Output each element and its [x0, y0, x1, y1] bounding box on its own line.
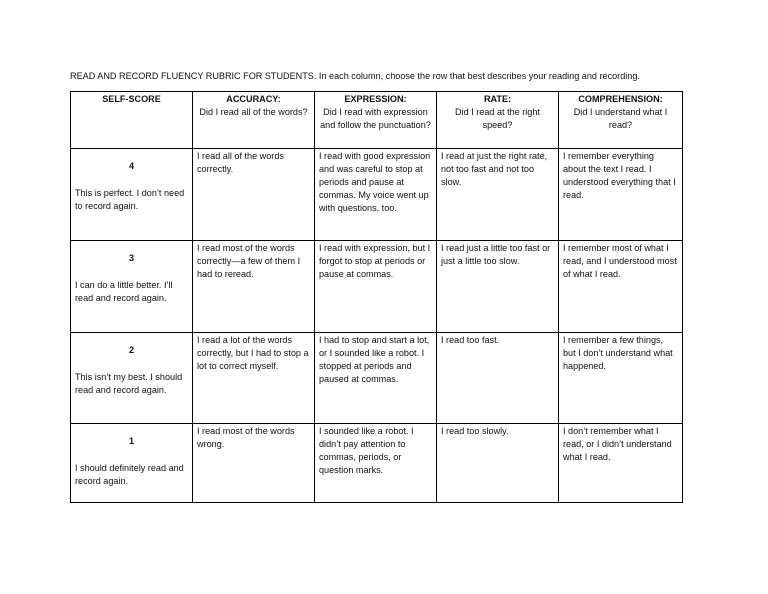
- expression-cell: I sounded like a robot. I didn’t pay attention to commas, periods, or question marks.: [315, 424, 437, 503]
- table-row: [71, 149, 683, 241]
- accuracy-cell: I read all of the words correctly.: [193, 149, 315, 241]
- accuracy-cell: I read a lot of the words correctly, but I had to stop a lot to correct myself.: [193, 333, 315, 424]
- table-row: [71, 333, 683, 424]
- accuracy-cell: I read most of the words wrong.: [193, 424, 315, 503]
- header-comprehension: [559, 92, 683, 149]
- header-rate-question: Did I read at the right speed?: [455, 107, 540, 130]
- header-rate: [437, 92, 559, 149]
- header-expression: [315, 92, 437, 149]
- header-accuracy-question: Did I read all of the words?: [199, 107, 308, 117]
- header-expression-question: Did I read with expression and follow the punctuation?: [320, 107, 431, 130]
- score-number: 1: [128, 436, 135, 446]
- table-row: [71, 241, 683, 333]
- self-score-cell: [71, 333, 193, 424]
- header-accuracy: [193, 92, 315, 149]
- comprehension-cell: I don’t remember what I read, or I didn’t understand what I read.: [559, 424, 683, 503]
- fluency-rubric-table: [70, 91, 683, 503]
- score-description: I should definitely read and record again.: [75, 463, 184, 486]
- self-score-cell: [71, 149, 193, 241]
- rate-cell: I read too slowly.: [437, 424, 559, 503]
- table-row: [71, 424, 683, 503]
- header-self-score-label: SELF-SCORE: [102, 94, 161, 104]
- rate-cell: I read at just the right rate, not too fast and not too slow.: [437, 149, 559, 241]
- intro-text: READ AND RECORD FLUENCY RUBRIC FOR STUDENTS. In each column, choose the row that best describes your reading and recording.: [70, 71, 640, 81]
- score-description: This isn’t my best. I should read and record again.: [75, 372, 183, 395]
- self-score-cell: [71, 241, 193, 333]
- accuracy-cell: I read most of the words correctly—a few of them I had to reread.: [193, 241, 315, 333]
- header-self-score: [71, 92, 193, 149]
- self-score-cell: [71, 424, 193, 503]
- rate-cell: I read just a little too fast or just a little too slow.: [437, 241, 559, 333]
- expression-cell: I read with expression, but I forgot to stop at periods or pause at commas.: [315, 241, 437, 333]
- comprehension-cell: I remember everything about the text I read. I understood everything that I read.: [559, 149, 683, 241]
- score-description: This is perfect. I don’t need to record again.: [75, 188, 185, 211]
- header-rate-label: RATE:: [483, 94, 512, 104]
- header-comprehension-question: Did I understand what I read?: [573, 107, 668, 130]
- score-number: 4: [128, 161, 135, 171]
- header-row: [71, 92, 683, 149]
- score-description: I can do a little better. I’ll read and record again.: [75, 280, 173, 303]
- header-expression-label: EXPRESSION:: [344, 94, 407, 104]
- score-number: 2: [128, 345, 135, 355]
- score-number: 3: [128, 253, 135, 263]
- expression-cell: I had to stop and start a lot, or I sounded like a robot. I stopped at periods and paused at commas.: [315, 333, 437, 424]
- comprehension-cell: I remember a few things, but I don’t understand what happened.: [559, 333, 683, 424]
- header-accuracy-label: ACCURACY:: [226, 94, 281, 104]
- header-comprehension-label: COMPREHENSION:: [578, 94, 663, 104]
- rate-cell: I read too fast.: [437, 333, 559, 424]
- comprehension-cell: I remember most of what I read, and I understood most of what I read.: [559, 241, 683, 333]
- expression-cell: I read with good expression and was careful to stop at periods and pause at commas. My voice went up with questions, too.: [315, 149, 437, 241]
